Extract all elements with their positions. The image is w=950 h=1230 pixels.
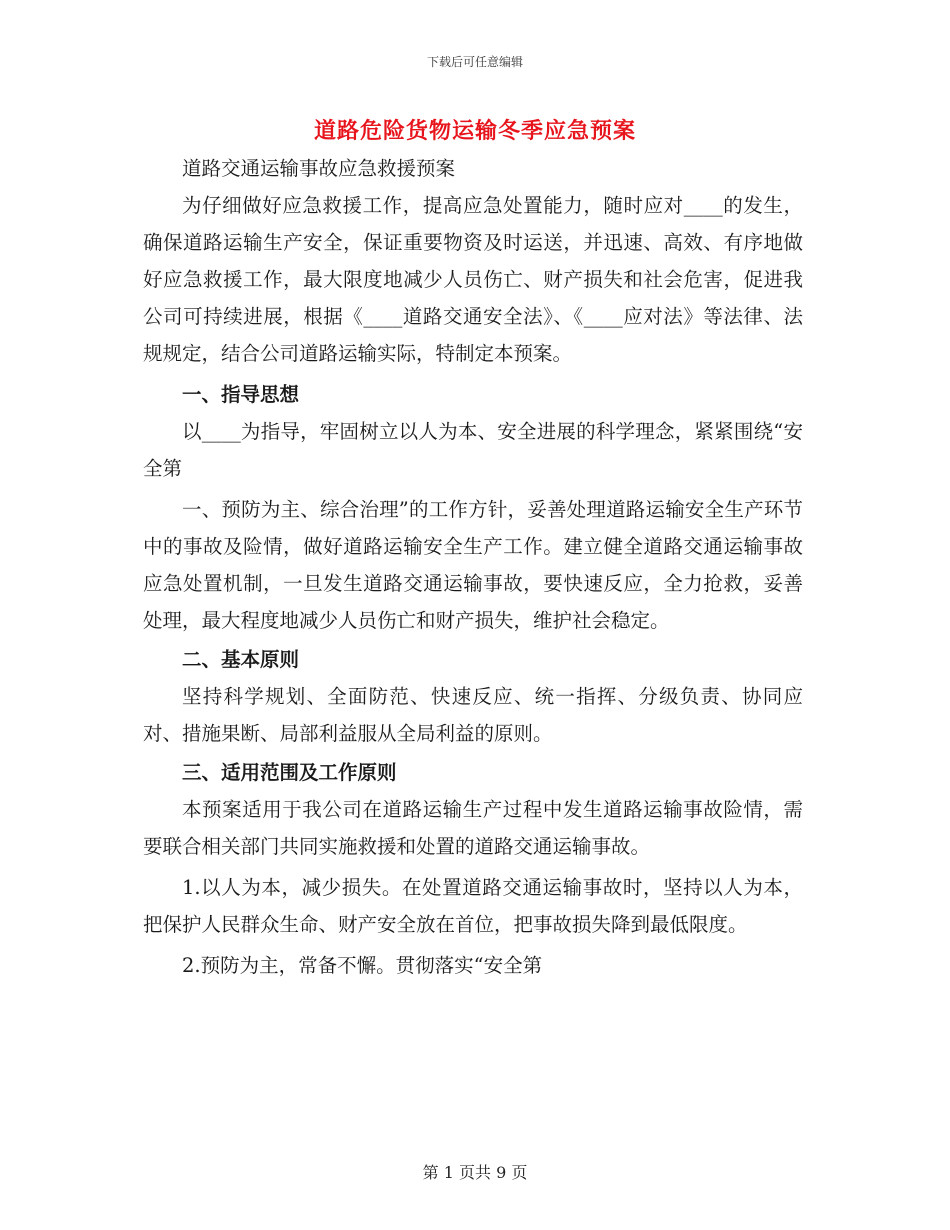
section-heading-scope: 三、适用范围及工作原则 xyxy=(182,761,397,784)
paragraph-scope: 本预案适用于我公司在道路运输生产过程中发生道路运输事故险情，需要联合相关部门共同实施救援和处置的道路交通运输事故。 xyxy=(143,798,803,858)
list-item-prevention-first: 2.预防为主，常备不懈。贯彻落实“安全第 xyxy=(182,954,543,977)
document-body xyxy=(143,150,803,984)
list-item-people-first: 1.以人为本，减少损失。在处置道路交通运输事故时，坚持以人为本，把保护人民群众生命、财产安全放在首位，把事故损失降到最低限度。 xyxy=(143,876,803,936)
paragraph-working-policy: 一、预防为主、综合治理”的工作方针，妥善处理道路运输安全生产环节中的事故及险情，做好道路运输安全生产工作。建立健全道路交通运输事故应急处置机制，一旦发生道路交通运输事故，要快速反应，全力抢救，妥善处理，最大程度地减少人员伤亡和财产损失，维护社会稳定。 xyxy=(143,498,803,632)
section-heading-guiding-ideology: 一、指导思想 xyxy=(182,383,300,406)
page-number: 第 1 页共 9 页 xyxy=(422,1163,528,1182)
paragraph-intro: 为仔细做好应急救援工作，提高应急处置能力，随时应对____的发生，确保道路运输生产安全，保证重要物资及时运送，并迅速、高效、有序地做好应急救援工作，最大限度地减少人员伤亡、财产损失和社会危害，促进我公司可持续进展，根据《____道路交通安全法》、《____应对法》等法律、法规规定，结合公司道路运输实际，特制定本预案。 xyxy=(143,194,803,365)
header-note: 下载后可任意编辑 xyxy=(426,55,523,69)
section-heading-basic-principles: 二、基本原则 xyxy=(182,648,300,671)
document-title: 道路危险货物运输冬季应急预案 xyxy=(313,118,636,144)
paragraph-basic-principles: 坚持科学规划、全面防范、快速反应、统一指挥、分级负责、协同应对、措施果断、局部利益服从全局利益的原则。 xyxy=(143,685,803,745)
paragraph-guiding-ideology: 以____为指导，牢固树立以人为本、安全进展的科学理念，紧紧围绕“安全第 xyxy=(143,420,803,480)
paragraph-subtitle: 道路交通运输事故应急救援预案 xyxy=(182,157,456,180)
